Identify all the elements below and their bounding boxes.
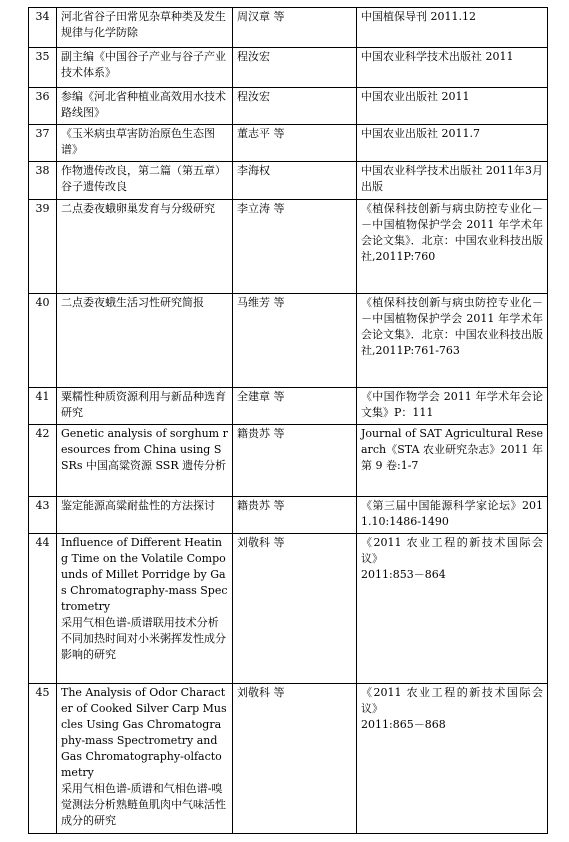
paper-source: 《2011 农业工程的新技术国际会议》 2011:865－868 [357, 684, 548, 834]
paper-title: 二点委夜蛾生活习性研究简报 [57, 294, 233, 388]
publications-table [28, 7, 548, 834]
paper-source: Journal of SAT Agricultural Research《STA 农业研究杂志》2011 年第 9 卷:1-7 [357, 425, 548, 497]
table-row [29, 425, 548, 497]
paper-author: 程汝宏 [233, 48, 357, 88]
row-number: 37 [29, 125, 57, 162]
table-row [29, 534, 548, 684]
table-row [29, 162, 548, 200]
paper-source: 《中国作物学会 2011 年学术年会论文集》P：111 [357, 388, 548, 425]
paper-source: 中国农业出版社 2011 [357, 88, 548, 125]
row-number: 41 [29, 388, 57, 425]
table-row [29, 200, 548, 294]
row-number: 35 [29, 48, 57, 88]
table-row [29, 125, 548, 162]
paper-author: 李立涛 等 [233, 200, 357, 294]
paper-title: 副主编《中国谷子产业与谷子产业技术体系》 [57, 48, 233, 88]
table-row [29, 497, 548, 534]
paper-source: 中国农业科学技术出版社 2011年3月出版 [357, 162, 548, 200]
paper-source: 《2011 农业工程的新技术国际会议》 2011:853－864 [357, 534, 548, 684]
table-row [29, 294, 548, 388]
table-row [29, 388, 548, 425]
row-number: 34 [29, 8, 57, 48]
paper-title: 《玉米病虫草害防治原色生态图谱》 [57, 125, 233, 162]
paper-title: 参编《河北省种植业高效用水技术路线图》 [57, 88, 233, 125]
table-row [29, 48, 548, 88]
row-number: 44 [29, 534, 57, 684]
row-number: 40 [29, 294, 57, 388]
table-row [29, 684, 548, 834]
paper-title: Influence of Different Heating Time on the Volatile Compounds of Millet Porridge by Gas Chromatography-mass Spectrometry 采用气相色谱-质谱联用技术分析不同加热时间对小米粥挥发性成分影响的研究 [57, 534, 233, 684]
paper-source: 《植保科技创新与病虫防控专业化－－中国植物保护学会 2011 年学术年会论文集》．北京：中国农业科技出版社,2011P:761-763 [357, 294, 548, 388]
paper-source: 中国农业出版社 2011.7 [357, 125, 548, 162]
paper-title: 鉴定能源高粱耐盐性的方法探讨 [57, 497, 233, 534]
paper-author: 程汝宏 [233, 88, 357, 125]
paper-author: 马维芳 等 [233, 294, 357, 388]
paper-title: The Analysis of Odor Character of Cooked Silver Carp Muscles Using Gas Chromatography-mass Spectrometry and Gas Chromatography-olfactometry 采用气相色谱-质谱和气相色谱-嗅觉测法分析熟鲢鱼肌肉中气味活性成分的研究 [57, 684, 233, 834]
row-number: 39 [29, 200, 57, 294]
table-row [29, 8, 548, 48]
paper-title: 粟糯性种质资源利用与新品种选育研究 [57, 388, 233, 425]
paper-title: Genetic analysis of sorghum resources from China using SSRs 中国高粱资源 SSR 遗传分析 [57, 425, 233, 497]
paper-author: 周汉章 等 [233, 8, 357, 48]
paper-author: 籍贵苏 等 [233, 497, 357, 534]
paper-title: 二点委夜蛾卵巢发育与分级研究 [57, 200, 233, 294]
row-number: 45 [29, 684, 57, 834]
paper-author: 刘敬科 等 [233, 534, 357, 684]
paper-source: 中国植保导刊 2011.12 [357, 8, 548, 48]
row-number: 36 [29, 88, 57, 125]
paper-title: 河北省谷子田常见杂草种类及发生规律与化学防除 [57, 8, 233, 48]
paper-author: 全建章 等 [233, 388, 357, 425]
paper-author: 董志平 等 [233, 125, 357, 162]
paper-author: 刘敬科 等 [233, 684, 357, 834]
table-row [29, 88, 548, 125]
paper-source: 中国农业科学技术出版社 2011 [357, 48, 548, 88]
paper-author: 籍贵苏 等 [233, 425, 357, 497]
paper-title: 作物遗传改良，第二篇（第五章）谷子遗传改良 [57, 162, 233, 200]
row-number: 42 [29, 425, 57, 497]
paper-source: 《第三届中国能源科学家论坛》2011.10:1486-1490 [357, 497, 548, 534]
row-number: 38 [29, 162, 57, 200]
row-number: 43 [29, 497, 57, 534]
paper-source: 《植保科技创新与病虫防控专业化－－中国植物保护学会 2011 年学术年会论文集》．北京：中国农业科技出版社,2011P:760 [357, 200, 548, 294]
paper-author: 李海权 [233, 162, 357, 200]
